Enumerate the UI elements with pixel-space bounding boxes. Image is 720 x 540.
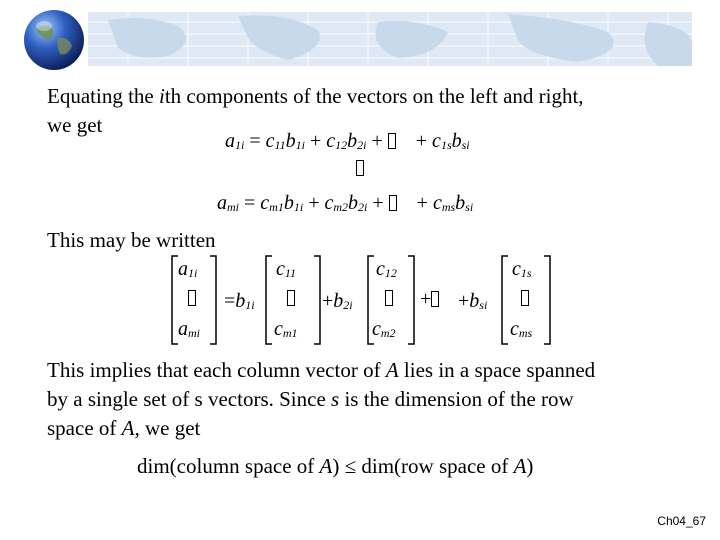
matrix-col2-bottom: $c_{m2}$ <box>372 318 396 340</box>
matrix-col2-top: $c_{12}$ <box>376 258 397 280</box>
matrix-cols-bottom: $c_{ms}$ <box>510 318 533 340</box>
vertical-ellipsis-box-icon <box>521 290 529 306</box>
matrix-lhs-bottom: $a_{mi}$ <box>178 318 200 340</box>
slide-number: Ch04_67 <box>657 514 706 528</box>
ellipsis-box-icon <box>431 291 439 307</box>
equation-row-1: $a_{1i} = c_{11}b_{1i} + c_{12}b_{2i}$ + + $c_{1s}b_{si}$ <box>225 130 470 152</box>
equation-row-2: $a_{mi} = c_{m1}b_{1i} + c_{m2}b_{2i}$ + + $c_{ms}b_{si}$ <box>217 192 474 214</box>
matrix-lhs-top: $a_{1i}$ <box>178 258 198 280</box>
matrix-coef-s: $+b_{si}$ <box>458 290 488 312</box>
matrix-coef-1: $=b_{1i}$ <box>224 290 255 312</box>
intro-text: Equating the ith components of the vectors on the left and right, we get <box>47 84 584 137</box>
matrix-coef-2: $+b_{2i}$ <box>322 290 353 312</box>
matrix-cols-top: $c_{1s}$ <box>512 258 532 280</box>
conclusion-line: dim(column space of A) ≤ dim(row space of A) <box>137 454 534 478</box>
vertical-ellipsis-box-icon <box>385 290 393 306</box>
written-label: This may be written <box>47 228 216 252</box>
vertical-ellipsis-box-icon <box>188 290 196 306</box>
implication-paragraph: This implies that each column vector of A lies in a space spanned by a single set of s vectors. Since s is the dimension of the row space of A, we get <box>47 358 596 440</box>
matrix-col1-top: $c_{11}$ <box>276 258 296 280</box>
matrix-ellipsis-term: + <box>420 288 439 311</box>
vertical-ellipsis-box-icon <box>287 290 295 306</box>
matrix-col1-bottom: $c_{m1}$ <box>274 318 298 340</box>
